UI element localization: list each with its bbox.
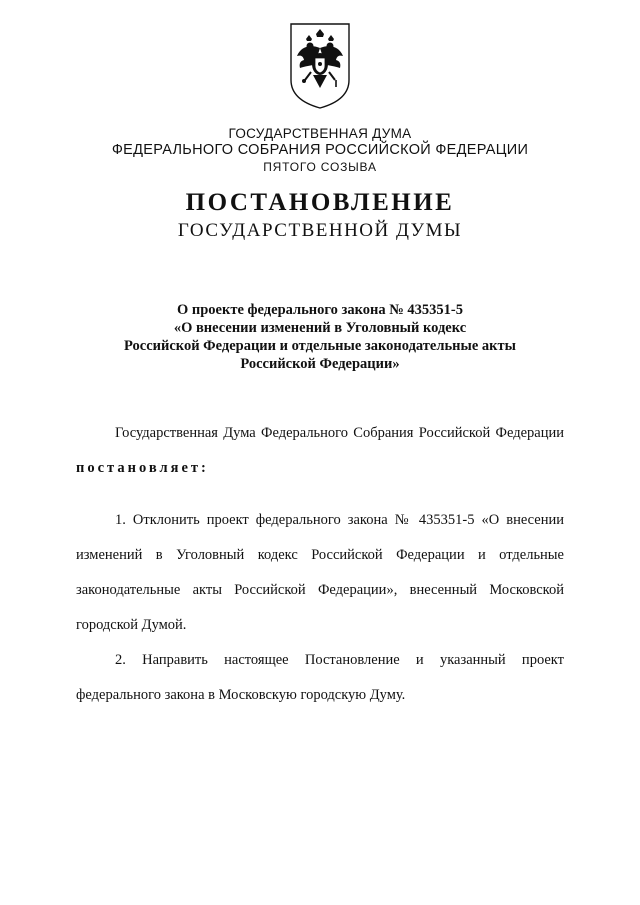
item-1-paragraph: 1. Отклонить проект федерального закона № 435351-5 «О внесении изменений в Уголовный кодекс Российской Федерации и отдельные законодательные акты Российской Федерации», внесенный Московской городской Думой.	[76, 512, 564, 633]
preamble-paragraph	[76, 416, 564, 486]
document-title: ПОСТАНОВЛЕНИЕ	[185, 189, 455, 216]
document-subtitle: ГОСУДАРСТВЕННОЙ ДУМЫ	[177, 220, 463, 241]
item-2-paragraph: 2. Направить настоящее Постановление и указанный проект федерального закона в Московскую городскую Думу.	[76, 652, 564, 703]
header-line-3: ПЯТОГО СОЗЫВА	[263, 160, 377, 174]
double-headed-eagle-icon	[289, 22, 351, 110]
resolution-subject	[0, 301, 640, 373]
header-line-1: ГОСУДАРСТВЕННАЯ ДУМА	[228, 126, 412, 141]
subject-line-4: Российской Федерации»	[240, 356, 400, 372]
decision-word: постановляет:	[76, 460, 209, 476]
subject-line-3: Российской Федерации и отдельные законодательные акты	[124, 338, 516, 354]
subject-line-2: «О внесении изменений в Уголовный кодекс	[173, 320, 467, 336]
preamble-text: Государственная Дума Федерального Собрания Российской Федерации	[115, 425, 564, 441]
header-line-2: ФЕДЕРАЛЬНОГО СОБРАНИЯ РОССИЙСКОЙ ФЕДЕРАЦИИ	[111, 142, 529, 158]
subject-line-1: О проекте федерального закона № 435351-5	[176, 302, 464, 318]
emblem	[289, 22, 351, 110]
issuing-body-header	[0, 126, 640, 176]
